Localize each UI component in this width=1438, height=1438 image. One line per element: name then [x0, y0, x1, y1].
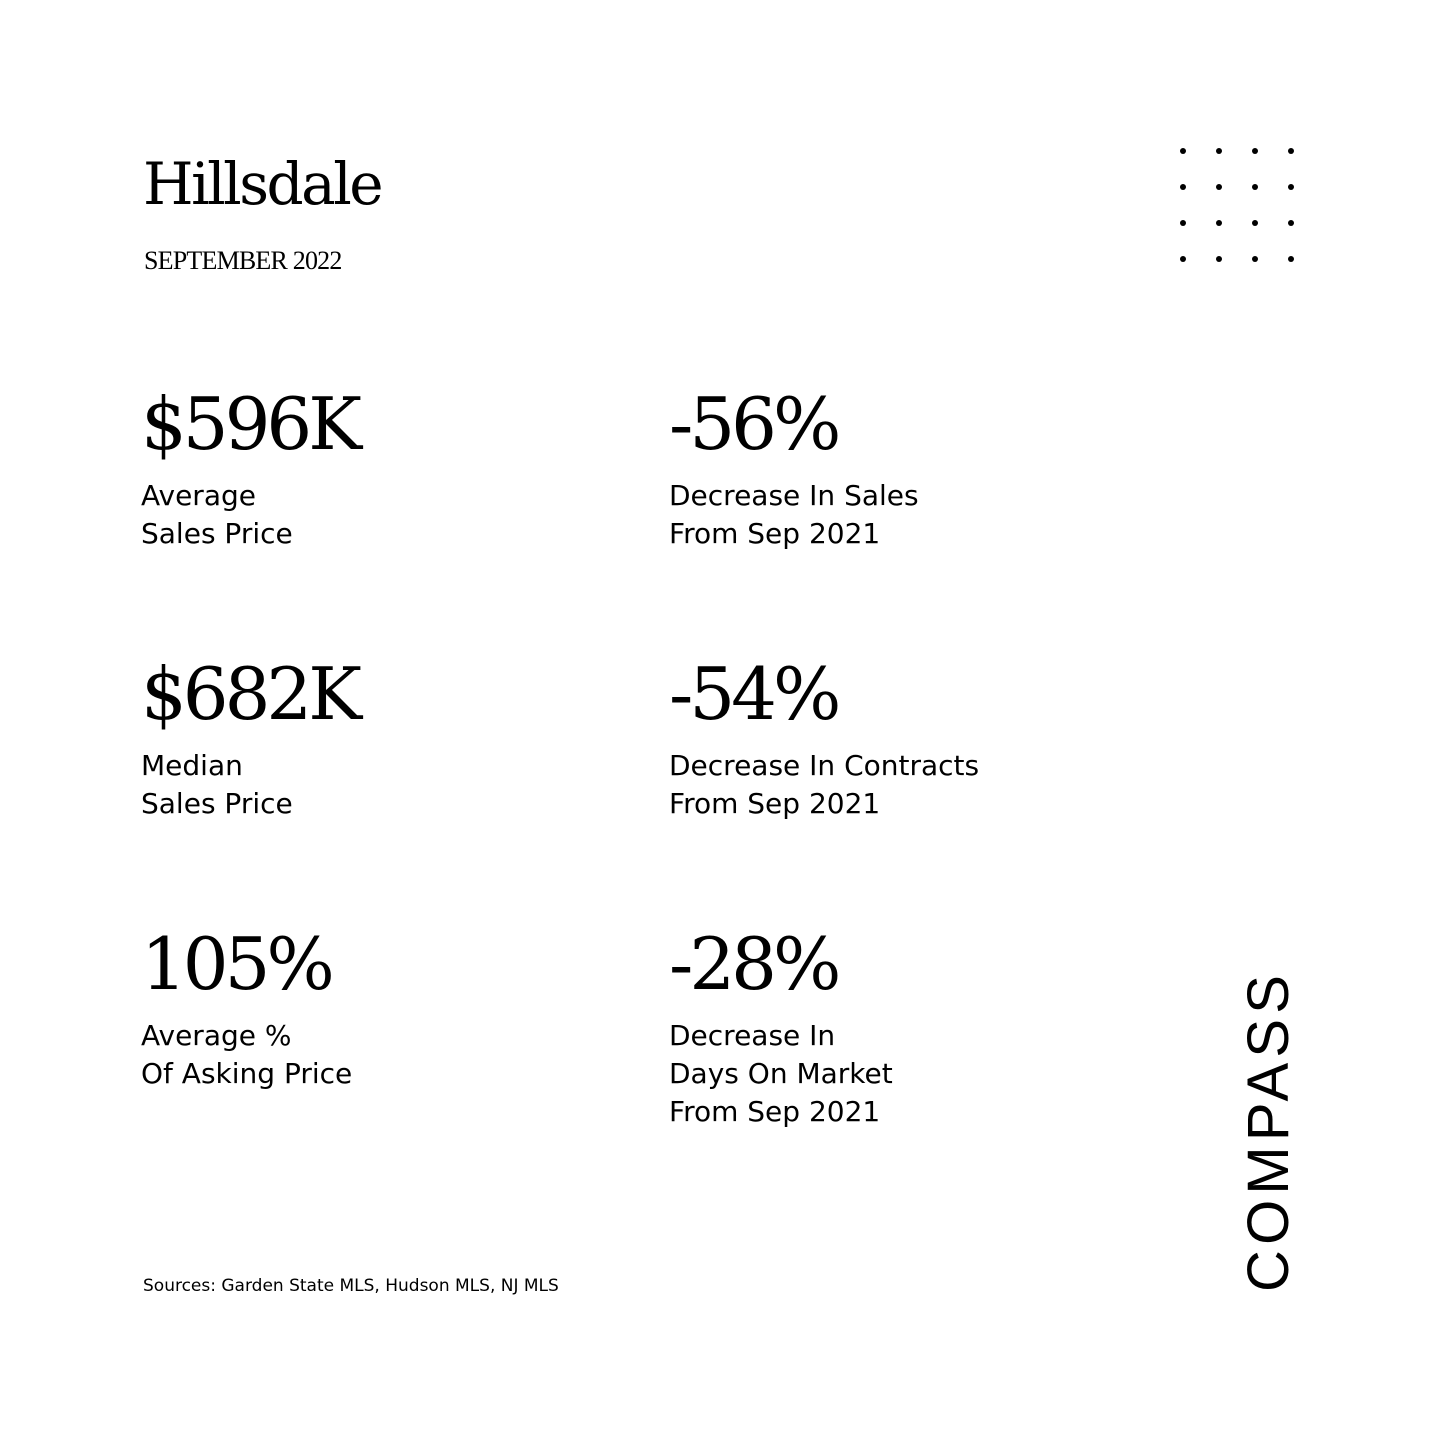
- stat-label-line: From Sep 2021: [669, 787, 881, 820]
- stat-label: [669, 477, 1109, 553]
- stat-label-line: Sales Price: [141, 517, 293, 550]
- stat-value: -54%: [669, 652, 838, 736]
- stat-label-line: Decrease In: [669, 1019, 836, 1052]
- stat-label: [141, 1017, 581, 1093]
- stat-label-line: Days On Market: [669, 1057, 893, 1090]
- stat-days-on-market-change: [669, 924, 1109, 1131]
- stat-label-line: Decrease In Sales: [669, 479, 919, 512]
- stat-value: $682K: [141, 652, 359, 736]
- stat-contracts-change: [669, 654, 1109, 823]
- stat-label: [141, 477, 581, 553]
- stat-sales-change: [669, 384, 1109, 553]
- stat-label-line: Average: [141, 479, 256, 512]
- stat-label-line: Median: [141, 749, 243, 782]
- stat-label: [669, 1017, 1109, 1131]
- report-period: SEPTEMBER 2022: [144, 246, 342, 275]
- page-title: Hillsdale: [143, 150, 382, 218]
- stat-value: 105%: [141, 922, 331, 1006]
- stat-value: -28%: [669, 922, 838, 1006]
- logo-text: COMPASS: [1236, 969, 1301, 1292]
- stat-label-line: Average %: [141, 1019, 292, 1052]
- stat-label-line: From Sep 2021: [669, 517, 881, 550]
- stat-label-line: From Sep 2021: [669, 1095, 881, 1128]
- stat-label-line: Of Asking Price: [141, 1057, 353, 1090]
- stat-label-line: Decrease In Contracts: [669, 749, 980, 782]
- compass-logo: [1236, 955, 1301, 1295]
- stat-value: $596K: [141, 382, 359, 466]
- stat-asking-price-ratio: [141, 924, 581, 1093]
- stat-median-sales-price: [141, 654, 581, 823]
- stat-label: [141, 747, 581, 823]
- sources-note: Sources: Garden State MLS, Hudson MLS, NJ MLS: [143, 1276, 559, 1296]
- stat-label: [669, 747, 1109, 823]
- stat-value: -56%: [669, 382, 838, 466]
- stat-average-sales-price: [141, 384, 581, 553]
- dot-grid-icon: [1172, 140, 1302, 270]
- stat-label-line: Sales Price: [141, 787, 293, 820]
